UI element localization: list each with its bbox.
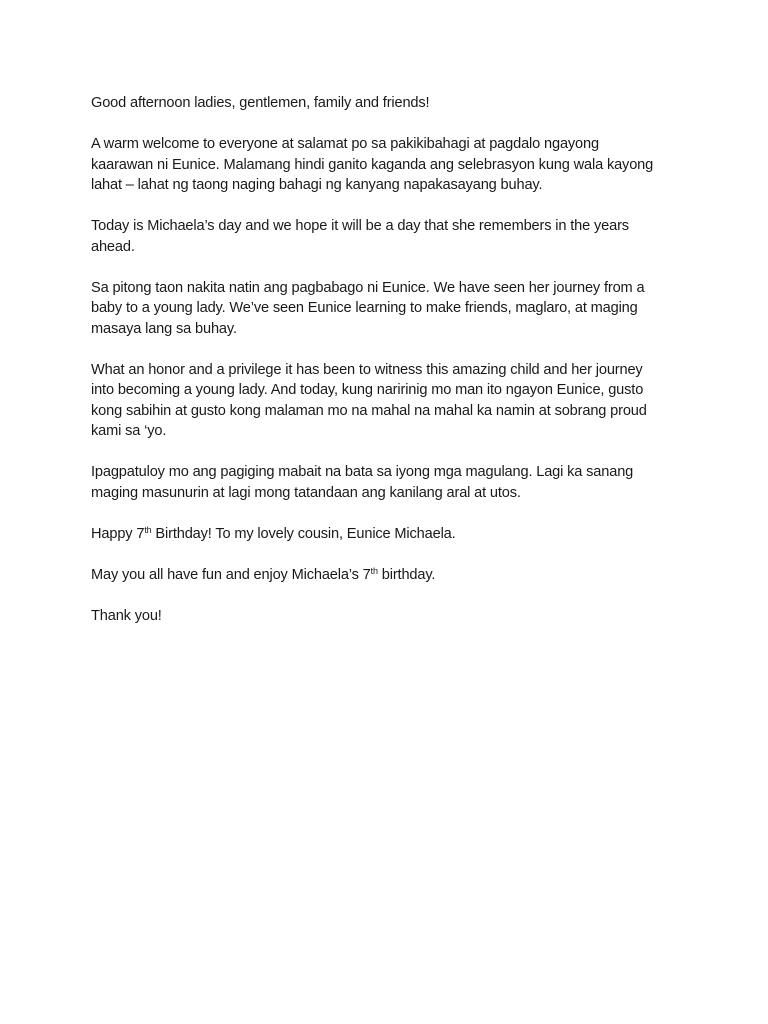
birthday-greeting-text: Happy 7 <box>91 525 145 542</box>
text-line: A warm welcome to everyone at salamat po sa pakikibahagi at pagdalo ngayong <box>91 136 599 152</box>
text-line: masaya lang sa buhay. <box>91 320 237 337</box>
text-line: Sa pitong taon nakita natin ang pagbabago ni Eunice. We have seen her journey from a <box>91 279 645 296</box>
text-line: kami sa ‘yo. <box>91 423 167 439</box>
paragraph <box>91 93 688 114</box>
speech-body <box>91 93 688 503</box>
enjoy-wish-text: May you all have fun and enjoy Michaela’s 7 <box>91 566 371 583</box>
text-line: ahead. <box>91 238 135 255</box>
paragraph <box>91 462 688 503</box>
closing-line: Thank you! <box>91 607 162 624</box>
enjoy-wish-text-end: birthday. <box>377 566 436 583</box>
text-line: maging masunurin at lagi mong tatandaan ang kanilang aral at utos. <box>91 484 521 501</box>
text-line: Ipagpatuloy mo ang pagiging mabait na bata sa iyong mga magulang. Lagi ka sanang <box>91 464 634 480</box>
text-line: baby to a young lady. We’ve seen Eunice learning to make friends, maglaro, at maging <box>91 300 638 316</box>
paragraph <box>91 134 688 196</box>
birthday-greeting-text-end: Birthday! To my lovely cousin, Eunice Michaela. <box>151 525 456 542</box>
text-line: What an honor and a privilege it has been to witness this amazing child and her journey <box>91 361 643 378</box>
text-line: Today is Michaela’s day and we hope it will be a day that she remembers in the years <box>91 218 629 234</box>
paragraph <box>91 278 688 340</box>
paragraph <box>91 216 688 257</box>
text-line: Good afternoon ladies, gentlemen, family and friends! <box>91 95 430 111</box>
ordinal-suffix: th <box>144 524 152 535</box>
enjoy-wish <box>91 565 688 586</box>
ordinal-suffix: th <box>370 565 378 576</box>
text-line: kong sabihin at gusto kong malaman mo na mahal na mahal ka namin at sobrang proud <box>91 402 647 419</box>
text-line: into becoming a young lady. And today, kung naririnig mo man ito ngayon Eunice, gusto <box>91 382 644 398</box>
paragraph <box>91 360 688 442</box>
text-line: lahat – lahat ng taong naging bahagi ng kanyang napakasayang buhay. <box>91 177 543 193</box>
text-line: kaarawan ni Eunice. Malamang hindi ganito kaganda ang selebrasyon kung wala kayong <box>91 156 654 173</box>
birthday-greeting <box>91 524 688 545</box>
